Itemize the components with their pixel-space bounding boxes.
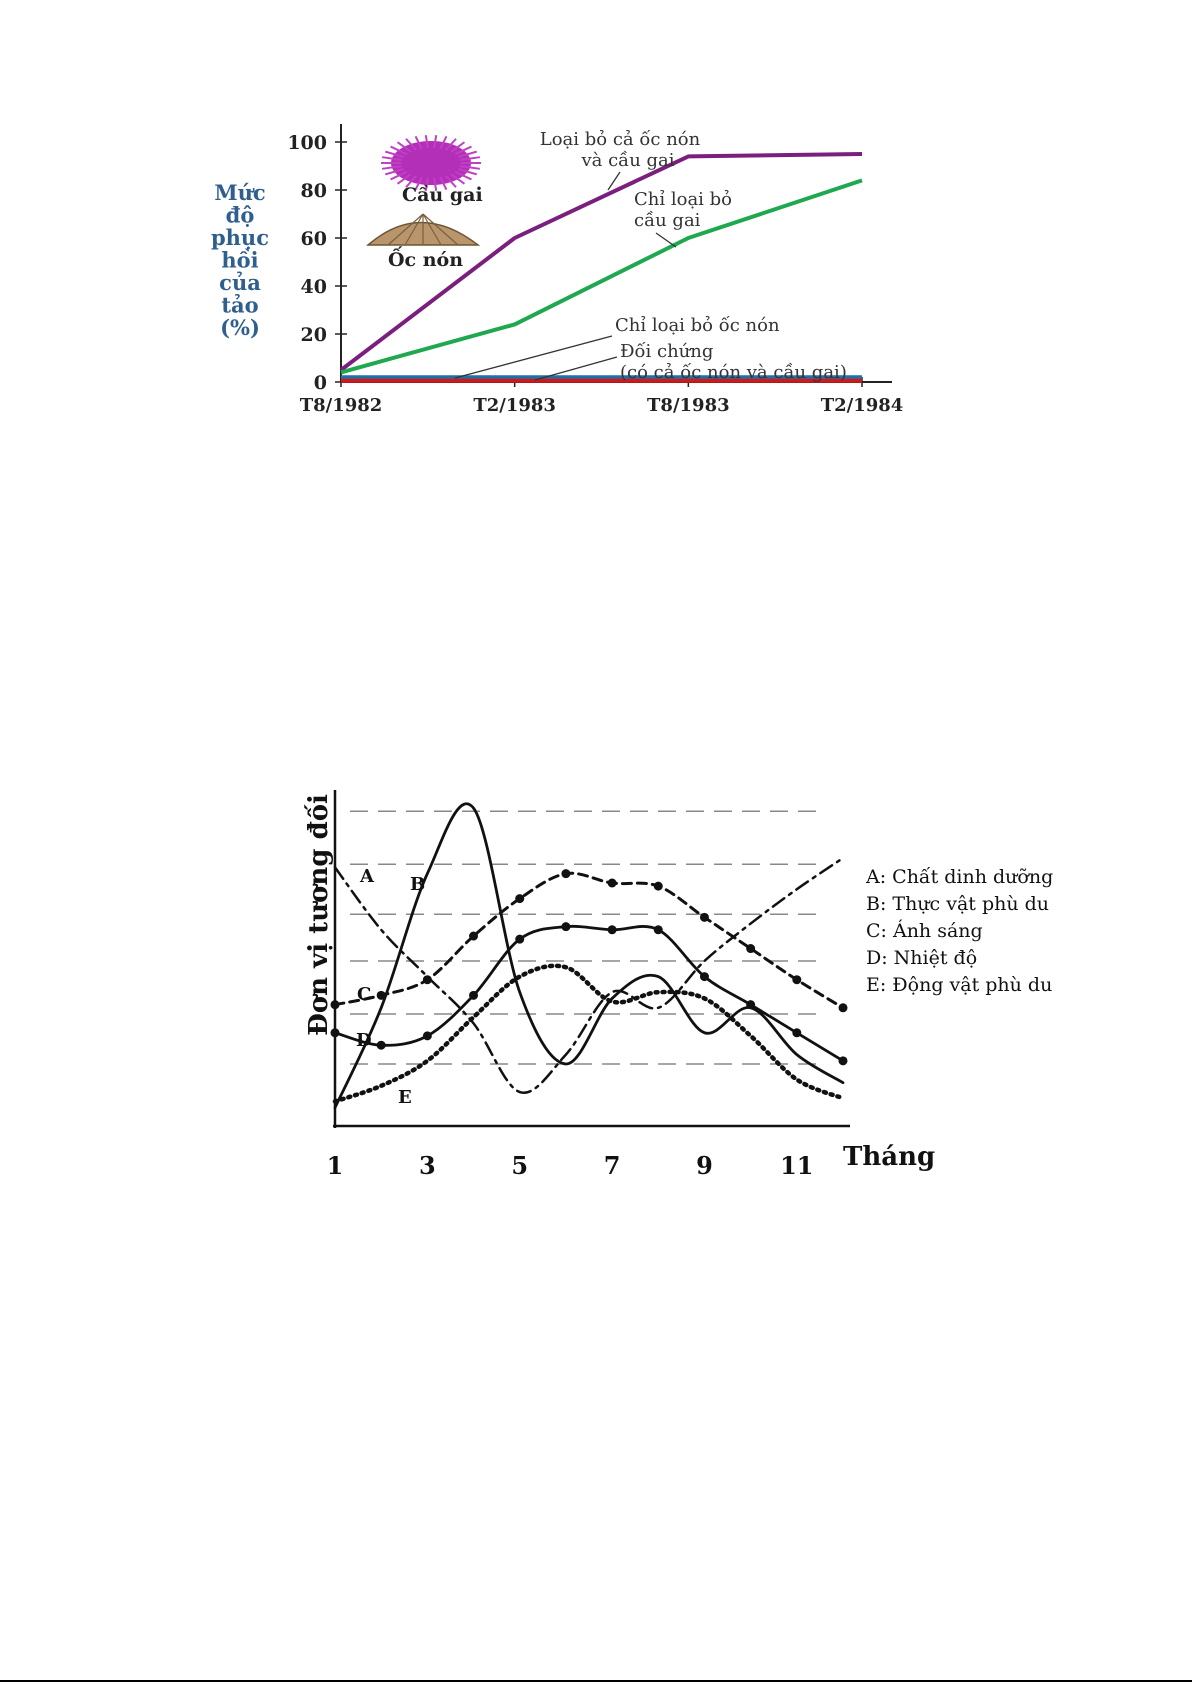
y-axis-title: Đơn vị tương đối (304, 794, 334, 1036)
y-axis-title-line: phục (210, 225, 270, 250)
data-point (792, 1028, 801, 1037)
y-tick-label: 60 (300, 228, 327, 250)
data-point (423, 975, 432, 984)
x-tick-label: 3 (419, 1151, 436, 1180)
y-tick-label: 20 (300, 324, 327, 346)
y-tick-label: 80 (300, 180, 327, 202)
data-point (561, 922, 570, 931)
data-point (561, 869, 570, 878)
sea-urchin-label: Cầu gai (402, 184, 483, 206)
data-point (839, 1003, 848, 1012)
series-label-line: và cầu gai (581, 150, 675, 171)
y-axis-title-line: hồi (221, 247, 259, 273)
y-axis-title-line: tảo (221, 292, 259, 318)
x-tick-label: 1 (326, 1151, 344, 1180)
data-point (608, 879, 617, 888)
y-axis-title-line: độ (225, 202, 255, 228)
legend-item: D: Nhiệt độ (866, 947, 978, 969)
x-tick-label: 5 (511, 1151, 529, 1180)
x-axis-title: Tháng (843, 1142, 936, 1172)
y-tick-label: 40 (300, 276, 327, 298)
data-point (423, 1031, 432, 1040)
series-tag: A (360, 866, 374, 887)
x-tick-label: T8/1983 (647, 395, 730, 416)
y-axis-title-line: của (219, 270, 261, 295)
page-bottom-rule (0, 1680, 1192, 1682)
data-point (839, 1056, 848, 1065)
data-point (608, 925, 617, 934)
data-point (700, 972, 709, 981)
series-tag: B (410, 874, 426, 895)
data-point (746, 1000, 755, 1009)
data-point (515, 894, 524, 903)
legend-item: A: Chất dinh dưỡng (866, 866, 1054, 888)
data-point (746, 944, 755, 953)
series-label-line: (có cả ốc nón và cầu gai) (620, 362, 847, 383)
series-tag: C (357, 984, 372, 1005)
series-label-line: Đối chứng (620, 341, 714, 362)
data-point (469, 932, 478, 941)
x-tick-label: 7 (603, 1151, 621, 1180)
data-point (792, 975, 801, 984)
y-axis-title-line: (%) (220, 315, 260, 340)
x-tick-label: 9 (696, 1151, 713, 1180)
series-line (335, 926, 843, 1061)
series-label-line: Chỉ loại bỏ (634, 189, 733, 210)
x-tick-label: 11 (780, 1151, 814, 1180)
series-label-line: Loại bỏ cả ốc nón (539, 129, 701, 150)
data-point (377, 1041, 386, 1050)
legend-item: E: Động vật phù du (866, 974, 1053, 996)
y-axis-title-line: Mức (214, 180, 266, 205)
x-tick-label: T8/1982 (299, 395, 383, 416)
limpet-label: Ốc nón (388, 249, 464, 271)
data-point (654, 882, 663, 891)
legend-item: B: Thực vật phù du (866, 893, 1050, 915)
data-point (700, 913, 709, 922)
data-point (377, 991, 386, 1000)
data-point (515, 935, 524, 944)
legend-item: C: Ánh sáng (866, 920, 983, 942)
series-tag: D (356, 1030, 372, 1051)
series-label-line: cầu gai (634, 210, 701, 231)
y-tick-label: 0 (313, 372, 327, 394)
x-tick-label: T2/1983 (473, 395, 556, 416)
x-tick-label: T2/1984 (820, 395, 904, 416)
data-point (654, 925, 663, 934)
y-tick-label: 100 (287, 132, 327, 154)
series-label-line: Chỉ loại bỏ ốc nón (615, 315, 780, 336)
series-tag: E (398, 1087, 412, 1108)
data-point (469, 991, 478, 1000)
series-line (335, 804, 843, 1108)
